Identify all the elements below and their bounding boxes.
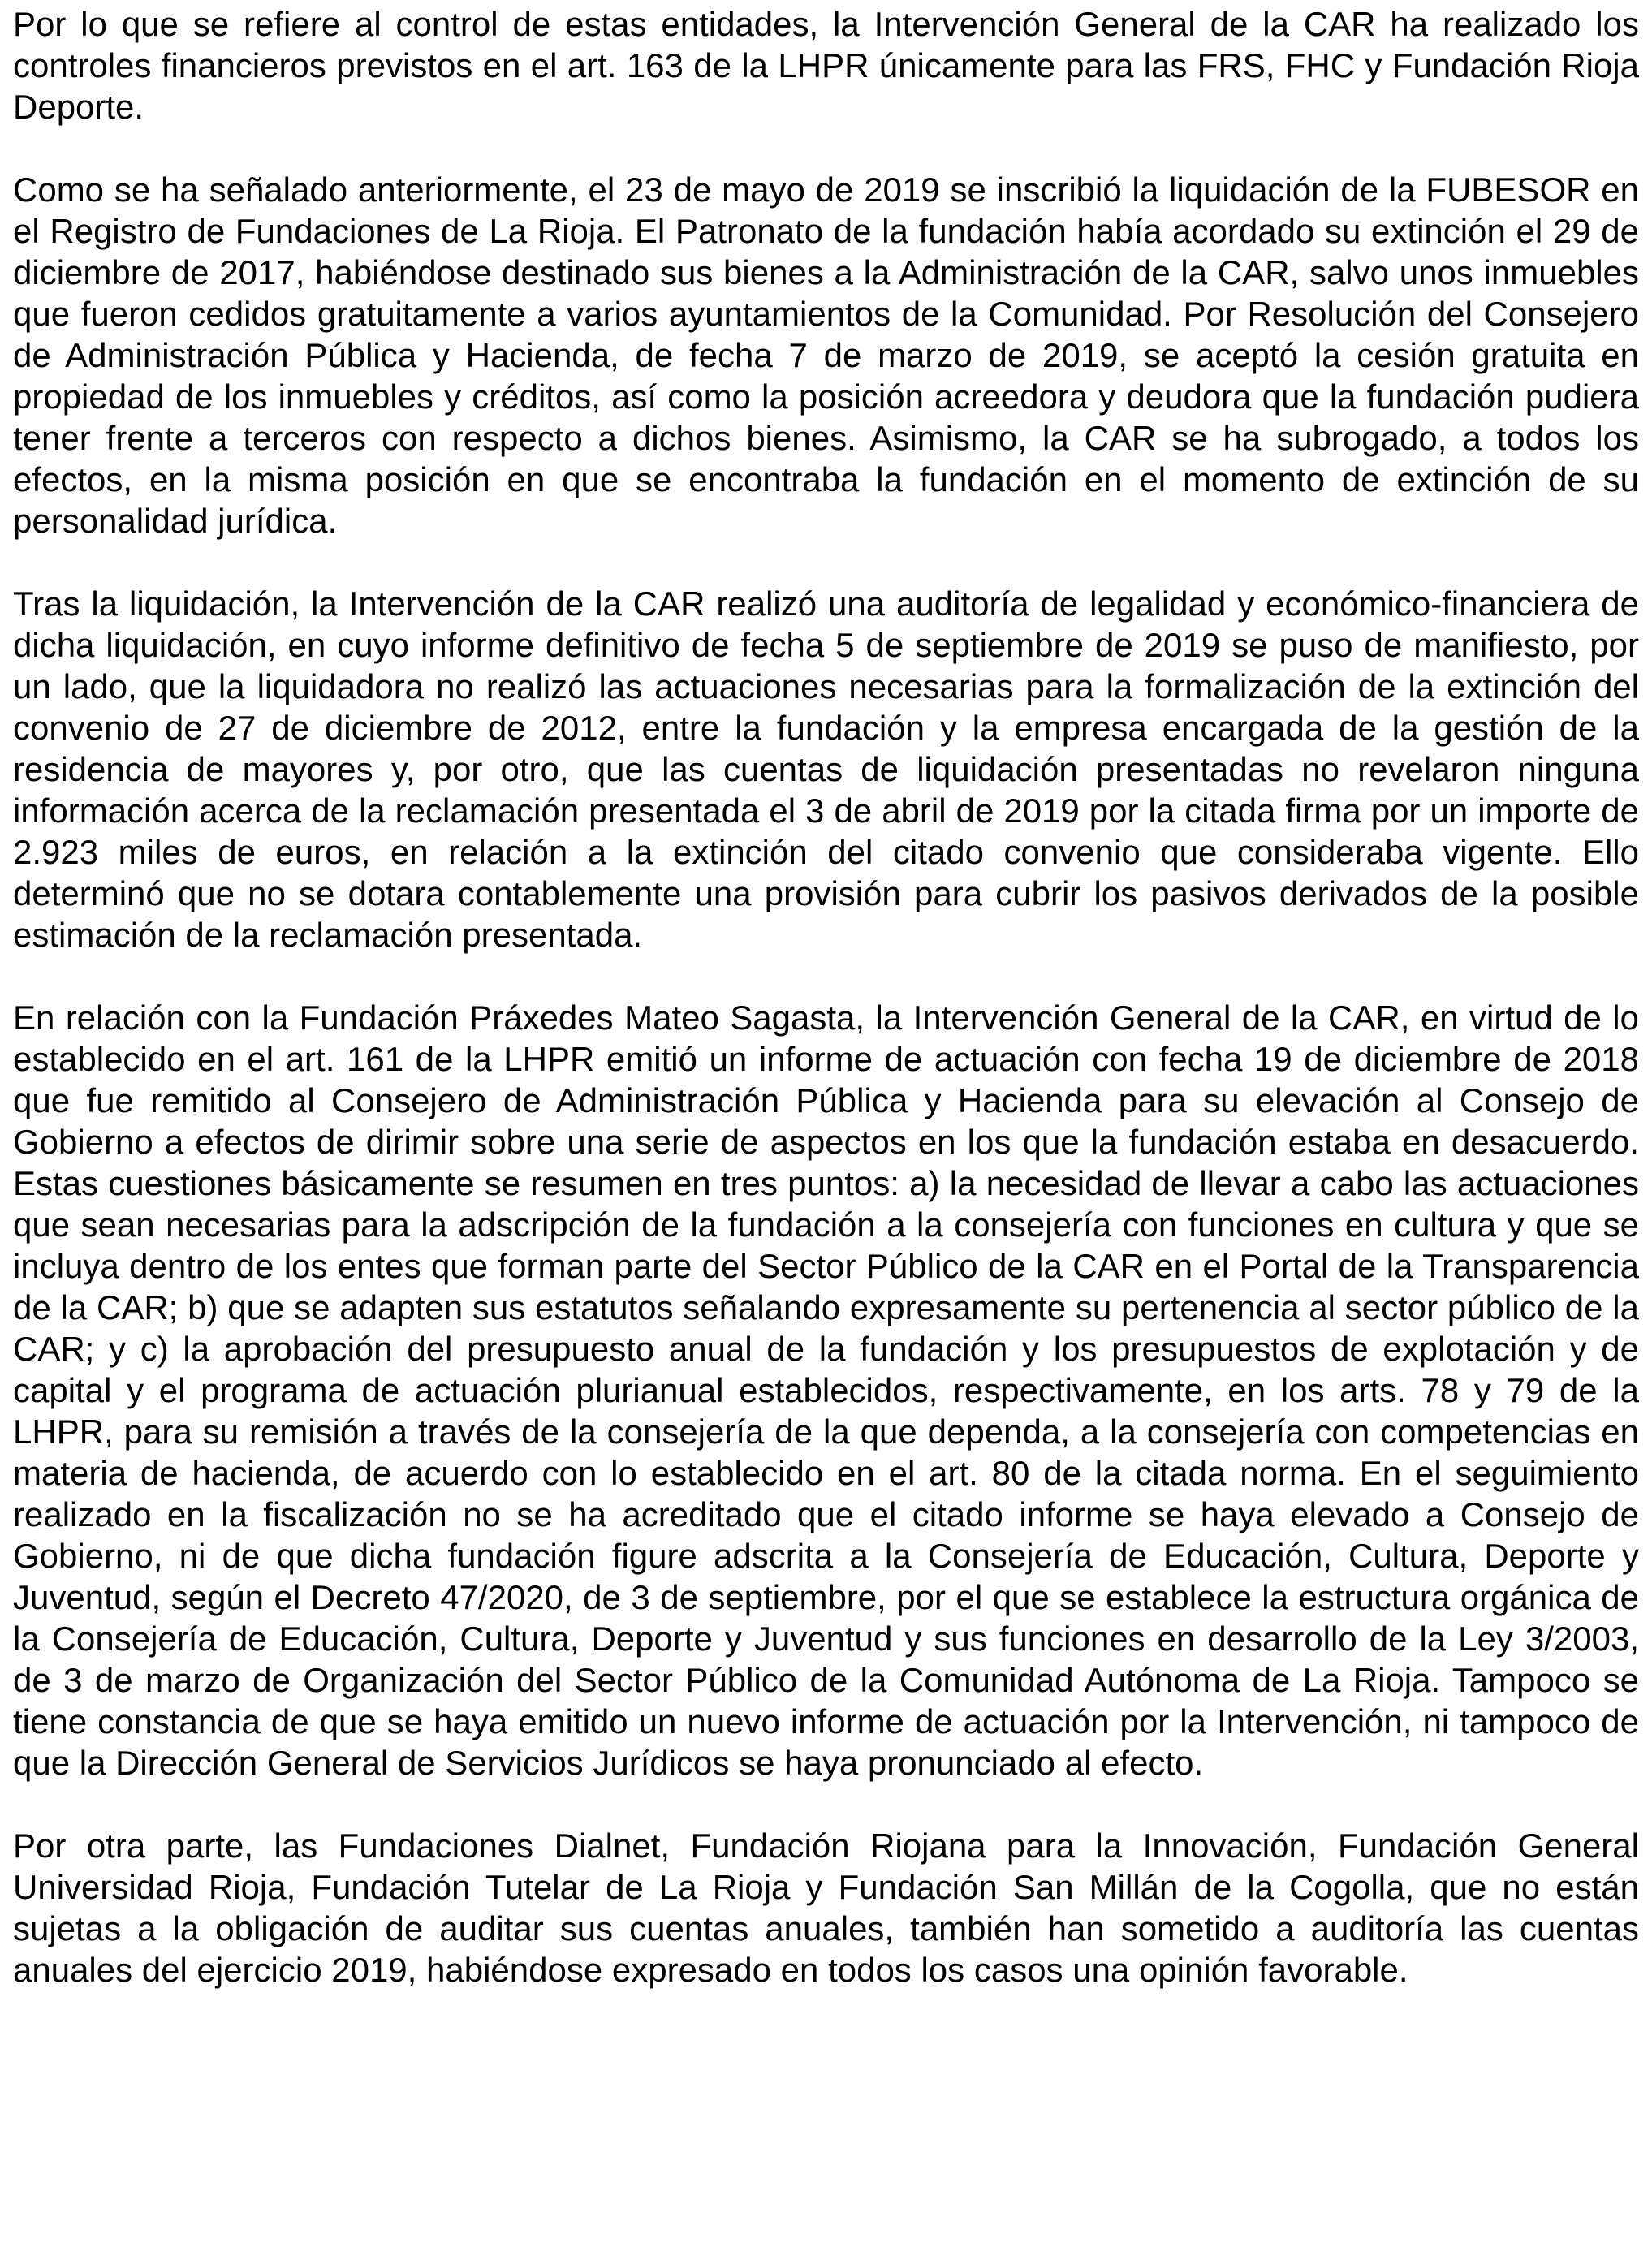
paragraph-fubesor-liquidacion: Como se ha señalado anteriormente, el 23 de mayo de 2019 se inscribió la liquidación de la FUBESOR en el Registro de Fundaciones de La Rioja. El Patronato de la fundación había acordado su extinción el 29 de diciembre de 2017, habiéndose destinado sus bienes a la Administración de la CAR, salvo unos inmuebles que fueron cedidos gratuitamente a varios ayuntamientos de la Comunidad. Por Resolución del Consejero de Administración Pública y Hacienda, de fecha 7 de marzo de 2019, se aceptó la cesión gratuita en propiedad de los inmuebles y créditos, así como la posición acreedora y deudora que la fundación pudiera tener frente a terceros con respecto a dichos bienes. Asimismo, la CAR se ha subrogado, a todos los efectos, en la misma posición en que se encontraba la fundación en el momento de extinción de su personalidad jurídica. bbox=[13, 170, 1639, 540]
paragraph-auditoria-liquidacion: Tras la liquidación, la Intervención de la CAR realizó una auditoría de legalidad y económico-financiera de dicha liquidación, en cuyo informe definitivo de fecha 5 de septiembre de 2019 se puso de manifiesto, por un lado, que la liquidadora no realizó las actuaciones necesarias para la formalización de la extinción del convenio de 27 de diciembre de 2012, entre la fundación y la empresa encargada de la gestión de la residencia de mayores y, por otro, que las cuentas de liquidación presentadas no revelaron ninguna información acerca de la reclamación presentada el 3 de abril de 2019 por la citada firma por un importe de 2.923 miles de euros, en relación a la extinción del citado convenio que consideraba vigente. Ello determinó que no se dotara contablemente una provisión para cubrir los pasivos derivados de la posible estimación de la reclamación presentada. bbox=[13, 584, 1639, 954]
paragraph-control-entidades: Por lo que se refiere al control de estas entidades, la Intervención General de la CAR ha realizado los controles financieros previstos en el art. 163 de la LHPR únicamente para las FRS, FHC y Fundación Rioja Deporte. bbox=[13, 5, 1639, 126]
paragraph-fundacion-sagasta: En relación con la Fundación Práxedes Mateo Sagasta, la Intervención General de la CAR, en virtud de lo establecido en el art. 161 de la LHPR emitió un informe de actuación con fecha 19 de diciembre de 2018 que fue remitido al Consejero de Administración Pública y Hacienda para su elevación al Consejo de Gobierno a efectos de dirimir sobre una serie de aspectos en los que la fundación estaba en desacuerdo. Estas cuestiones básicamente se resumen en tres puntos: a) la necesidad de llevar a cabo las actuaciones que sean necesarias para la adscripción de la fundación a la consejería con funciones en cultura y que se incluya dentro de los entes que forman parte del Sector Público de la CAR en el Portal de la Transparencia de la CAR; b) que se adapten sus estatutos señalando expresamente su pertenencia al sector público de la CAR; y c) la aprobación del presupuesto anual de la fundación y los presupuestos de explotación y de capital y el programa de actuación plurianual establecidos, respectivamente, en los arts. 78 y 79 de la LHPR, para su remisión a través de la consejería de la que dependa, a la consejería con competencias en materia de hacienda, de acuerdo con lo establecido en el art. 80 de la citada norma. En el seguimiento realizado en la fiscalización no se ha acreditado que el citado informe se haya elevado a Consejo de Gobierno, ni de que dicha fundación figure adscrita a la Consejería de Educación, Cultura, Deporte y Juventud, según el Decreto 47/2020, de 3 de septiembre, por el que se establece la estructura orgánica de la Consejería de Educación, Cultura, Deporte y Juventud y sus funciones en desarrollo de la Ley 3/2003, de 3 de marzo de Organización del Sector Público de la Comunidad Autónoma de La Rioja. Tampoco se tiene constancia de que se haya emitido un nuevo informe de actuación por la Intervención, ni tampoco de que la Dirección General de Servicios Jurídicos se haya pronunciado al efecto. bbox=[13, 998, 1639, 1782]
paragraph-otras-fundaciones: Por otra parte, las Fundaciones Dialnet, Fundación Riojana para la Innovación, Fundación General Universidad Rioja, Fundación Tutelar de La Rioja y Fundación San Millán de la Cogolla, que no están sujetas a la obligación de auditar sus cuentas anuales, también han sometido a auditoría las cuentas anuales del ejercicio 2019, habiéndose expresado en todos los casos una opinión favorable. bbox=[13, 1826, 1639, 1989]
document-page bbox=[13, 3, 1639, 1990]
